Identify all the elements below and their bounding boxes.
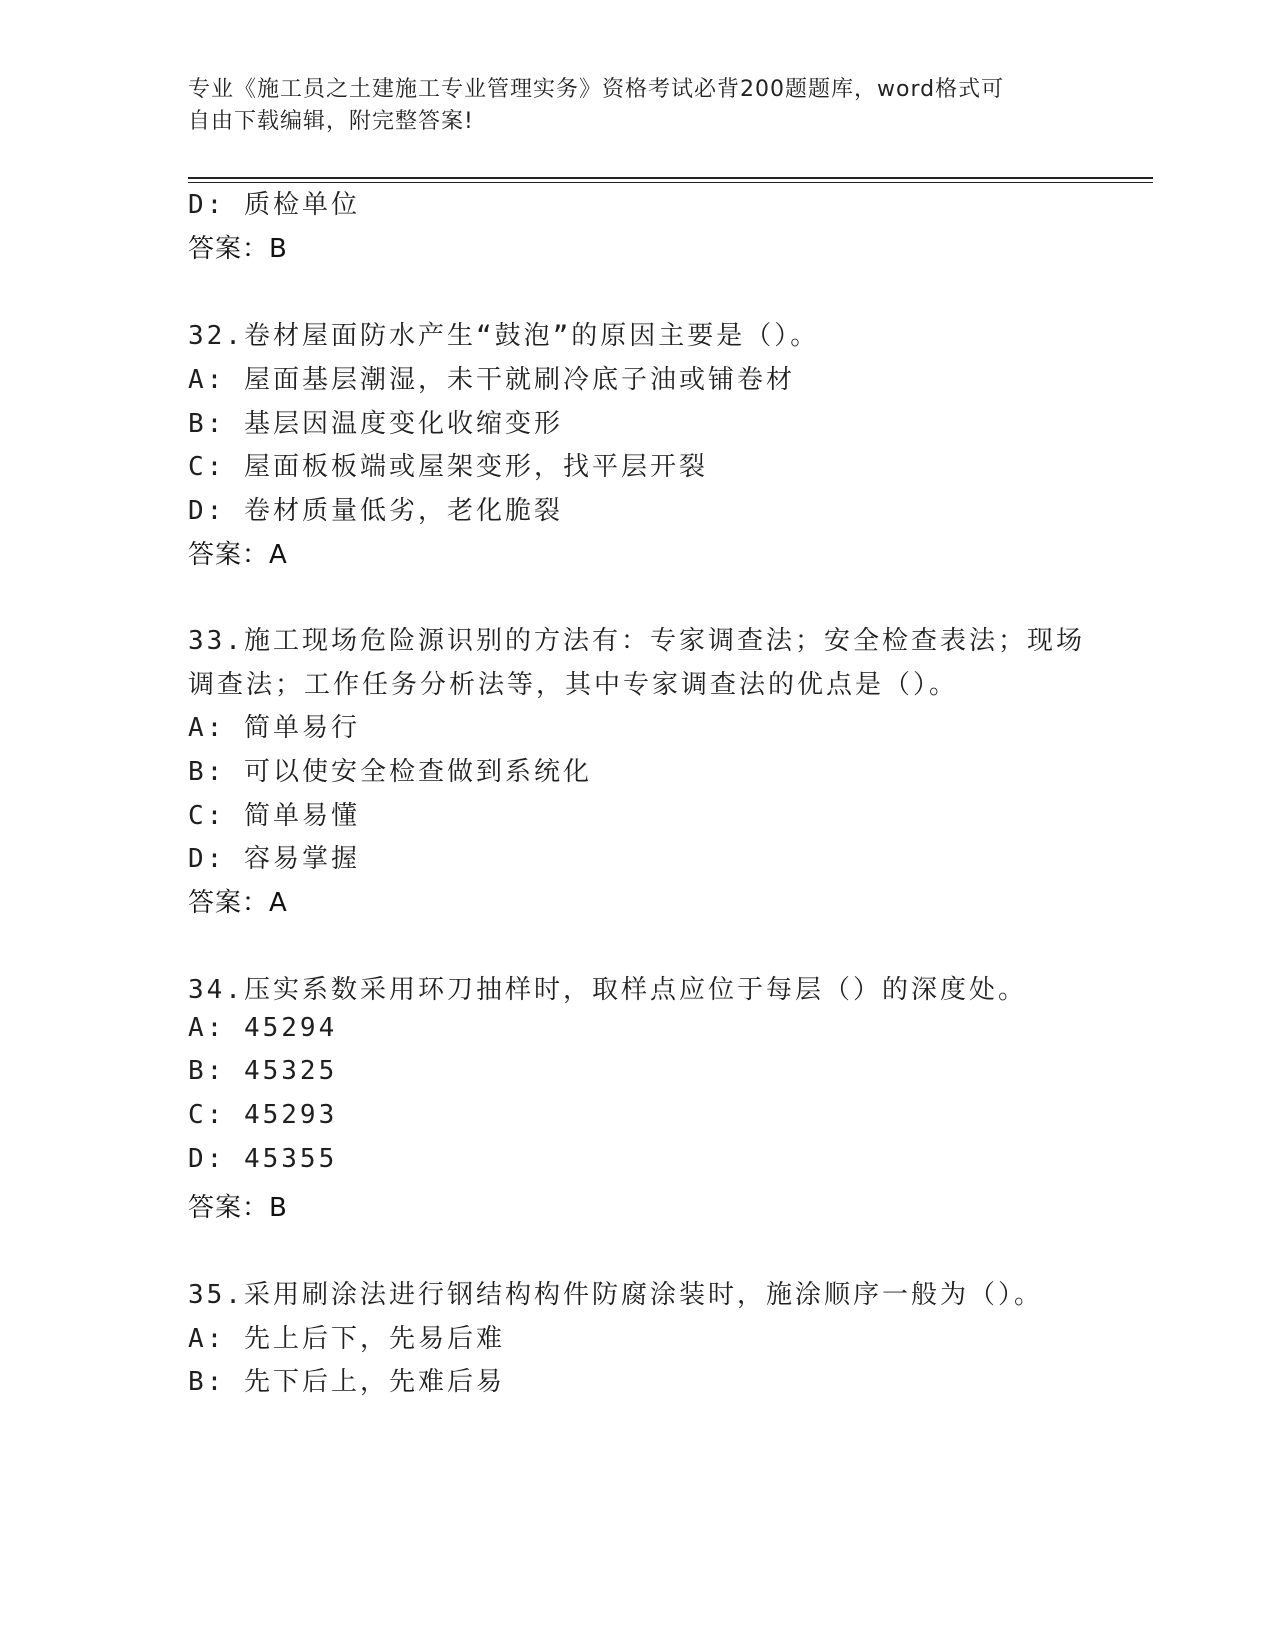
question-33-option-c: C: 简单易懂 xyxy=(188,801,360,831)
question-34-option-a: A: 45294 xyxy=(188,1013,338,1043)
header-line-1: 专业《施工员之土建施工专业管理实务》资格考试必背200题题库，word格式可 xyxy=(188,77,1005,102)
question-32-option-d: D: 卷材质量低劣，老化脆裂 xyxy=(188,496,563,526)
header-line-2: 自由下载编辑，附完整答案! xyxy=(188,109,474,134)
question-33-answer: 答案：A xyxy=(188,888,288,918)
question-34-stem: 34.压实系数采用环刀抽样时，取样点应位于每层（）的深度处。 xyxy=(188,975,1027,1005)
question-34-option-c: C: 45293 xyxy=(188,1100,338,1130)
question-34-option-d: D: 45355 xyxy=(188,1144,338,1174)
question-33-option-d: D: 容易掌握 xyxy=(188,844,360,874)
question-32-stem: 32.卷材屋面防水产生“鼓泡”的原因主要是（）。 xyxy=(188,321,820,351)
question-35-option-a: A: 先上后下，先易后难 xyxy=(188,1324,505,1354)
question-34-answer: 答案：B xyxy=(188,1193,288,1223)
question-33-option-b: B: 可以使安全检查做到系统化 xyxy=(188,757,592,787)
question-33-option-a: A: 简单易行 xyxy=(188,713,360,743)
header-divider-thin xyxy=(188,182,1153,183)
question-32-option-b: B: 基层因温度变化收缩变形 xyxy=(188,409,563,439)
question-32-option-c: C: 屋面板板端或屋架变形，找平层开裂 xyxy=(188,452,708,482)
question-35-stem: 35.采用刷涂法进行钢结构构件防腐涂装时，施涂顺序一般为（）。 xyxy=(188,1280,1043,1310)
question-35-option-b: B: 先下后上，先难后易 xyxy=(188,1367,505,1397)
question-32-option-a: A: 屋面基层潮湿，未干就刷冷底子油或铺卷材 xyxy=(188,365,795,395)
question-34-option-b: B: 45325 xyxy=(188,1056,338,1086)
question-32-answer: 答案：A xyxy=(188,540,288,570)
header-divider-thick xyxy=(188,177,1153,179)
prev-option-d: D: 质检单位 xyxy=(188,190,360,220)
question-33-stem-line-1: 33.施工现场危险源识别的方法有：专家调查法；安全检查表法；现场 xyxy=(188,626,1085,656)
document-header xyxy=(188,74,1068,138)
question-33-stem-line-2: 调查法；工作任务分析法等，其中专家调查法的优点是（）。 xyxy=(188,670,959,700)
prev-answer: 答案：B xyxy=(188,234,288,264)
